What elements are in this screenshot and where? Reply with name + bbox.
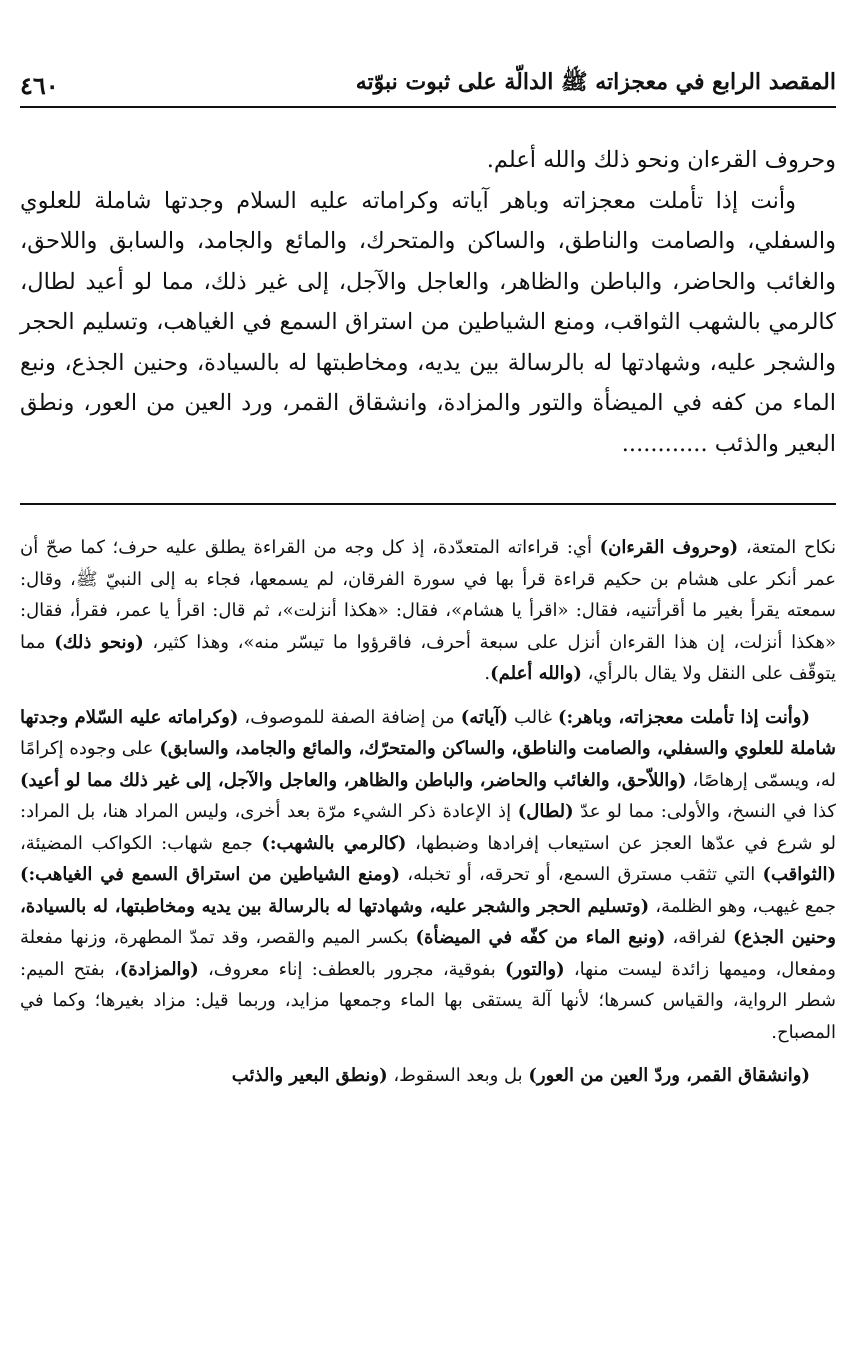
quoted-matn: (ومنع الشياطين من استراق السمع في الغياهب:) bbox=[20, 864, 401, 885]
commentary-text: إذ الإعادة ذكر الشيء مرّة بعد أخرى، وليس المراد هنا، بل المراد: لو شرع في عدّها العجز عن استيعاب إفرادها وضبطها، bbox=[20, 801, 836, 854]
page-number: ٤٦٠ bbox=[20, 71, 59, 100]
book-page bbox=[20, 0, 836, 1359]
quoted-matn: (آياته) bbox=[460, 706, 508, 728]
quoted-matn: (واللاّحق، والغائب والحاضر، والباطن والظاهر، والعاجل والآجل، إلى غير ذلك مما لو أعيد) bbox=[20, 769, 687, 791]
commentary-text: كذا في النسخ، والأولى: مما لو عدّ bbox=[573, 801, 836, 822]
footnote-divider bbox=[20, 503, 836, 505]
quoted-matn: (وانشقاق القمر، وردّ العين من العور) bbox=[528, 1065, 810, 1086]
commentary bbox=[20, 532, 836, 1104]
commentary-text: من إضافة الصفة للموصوف، bbox=[238, 706, 461, 728]
commentary-text: . bbox=[484, 663, 491, 684]
quoted-matn: (والمزادة) bbox=[119, 958, 199, 980]
page-header bbox=[20, 62, 836, 108]
commentary-paragraph bbox=[20, 532, 836, 690]
quoted-matn: (وكراماته عليه السّلام وجدتها شاملة للعلوي والسفلي، والصامت والناطق، والساكن والمتحرّك، والمائع والجامد، والسابق) bbox=[20, 706, 836, 759]
commentary-text: ، بفتح الميم: شطر الرواية، والقياس كسرها؛ لأنها آلة يستقى بها الماء وجمعها مزايد، وربما قيل: مزاد بغيرها؛ وكما في المصباح. bbox=[20, 958, 836, 1043]
quoted-matn: (وحروف القرءان) bbox=[599, 537, 739, 558]
commentary-text: جمع شهاب: الكواكب المضيئة، bbox=[20, 832, 262, 854]
commentary-paragraph bbox=[20, 702, 836, 1049]
commentary-text: التي تثقب مسترق السمع، أو تحرقه، أو تخبله، bbox=[400, 864, 763, 885]
quoted-matn: (كالرمي بالشهب:) bbox=[261, 832, 407, 854]
quoted-matn: (ونبع الماء من كفّه في الميضأة) bbox=[415, 927, 666, 948]
commentary-text: جمع غيهب، وهو الظلمة، bbox=[649, 895, 836, 917]
quoted-matn: (والتور) bbox=[504, 958, 565, 980]
main-paragraph: وحروف القرءان ونحو ذلك والله أعلم. bbox=[486, 147, 836, 173]
commentary-text: مما يتوقّف على النقل ولا يقال بالرأي، bbox=[20, 631, 836, 684]
commentary-text: بكسر الميم والقصر، وقد تمدّ المطهرة، وزنها مفعلة ومفعال، وميمها زائدة ليست منها، bbox=[20, 927, 836, 980]
main-text bbox=[20, 140, 836, 464]
commentary-text: على وجوده إكرامًا له، ويسمّى إرهاصًا، bbox=[20, 738, 836, 791]
quoted-matn: (ونطق البعير والذئب bbox=[231, 1065, 388, 1086]
commentary-text: لفراقه، bbox=[665, 927, 734, 948]
running-title: المقصد الرابع في معجزاته ﷺ الدالّة على ثبوت نبوّته bbox=[355, 69, 836, 95]
commentary-text: غالب bbox=[507, 706, 559, 728]
quoted-matn: (وأنت إذا تأملت معجزاته، وباهر:) bbox=[558, 706, 810, 728]
commentary-text: أي: قراءاته المتعدّدة، إذ كل وجه من القراءة يطلق عليه حرف؛ كما صحّ أن عمر أنكر على هشام بن حكيم قراءة قرأ بها في سورة الفرقان، لم يسمعها، فجاء به إلى النبيّ ﷺ، وقال: سمعته يقرأ بغير ما أقرأتنيه، فقال: «اقرأ يا هشام»، فقال: «هكذا أنزلت»، ثم قال: اقرأ يا عمر، فقرأ، فقال: «هكذا أنزلت، إن هذا القرءان أنزل على سبعة أحرف، فاقرؤوا ما تيسّر منه»، وهذا كثير، bbox=[20, 537, 836, 653]
quoted-matn: (ونحو ذلك) bbox=[54, 631, 144, 653]
quoted-matn: (لطال) bbox=[517, 801, 574, 822]
quoted-matn: (والله أعلم) bbox=[490, 663, 582, 684]
quoted-matn: (الثواقب) bbox=[762, 864, 837, 885]
quoted-matn: (وتسليم الحجر والشجر عليه، وشهادتها له بالرسالة بين يديه ومخاطبتها، له بالسيادة، وحنين الجذع) bbox=[20, 895, 836, 948]
commentary-text: نكاح المتعة، bbox=[738, 537, 837, 558]
commentary-text: بفوقية، مجرور بالعطف: إناء معروف، bbox=[198, 958, 505, 980]
main-paragraph: وأنت إذا تأملت معجزاته وباهر آياته وكراماته عليه السلام وجدتها شاملة للعلوي والسفلي، والصامت والناطق، والساكن والمتحرك، والمائع والجامد، والسابق واللاحق، والغائب والحاضر، والباطن والظاهر، والعاجل والآجل، إلى غير ذلك، مما لو أعيد لطال، كالرمي بالشهب الثواقب، ومنع الشياطين من استراق السمع في الغياهب، وتسليم الحجر والشجر عليه، وشهادتها له بالرسالة بين يديه، ومخاطبتها له بالسيادة، وحنين الجذع، ونبع الماء من كفه في الميضأة والتور والمزادة، وانشقاق القمر، ورد العين من العور، ونطق البعير والذئب ............ bbox=[20, 187, 836, 457]
commentary-text: بل وبعد السقوط، bbox=[387, 1065, 529, 1086]
commentary-paragraph bbox=[20, 1060, 836, 1092]
